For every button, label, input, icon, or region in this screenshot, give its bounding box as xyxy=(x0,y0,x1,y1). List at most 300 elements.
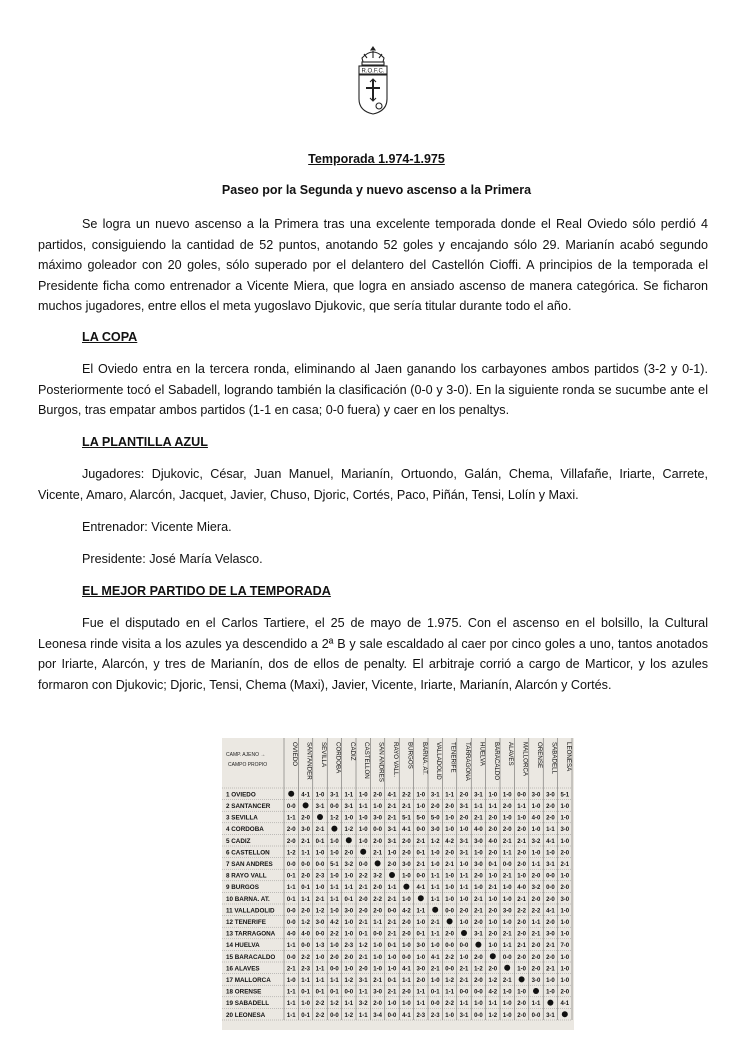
row-label: 8 RAYO VALL xyxy=(226,872,267,880)
result-cell: 1-1 xyxy=(344,792,354,799)
result-cell: 3-1 xyxy=(387,838,397,845)
result-cell: 2-1 xyxy=(502,931,512,938)
result-cell: 1-0 xyxy=(560,931,570,938)
result-cell: 0-0 xyxy=(387,1012,397,1019)
result-cell: 0-0 xyxy=(517,792,526,799)
result-cell: 1-2 xyxy=(344,977,354,984)
result-cell: 2-1 xyxy=(387,896,397,903)
row-label: 19 SABADELL xyxy=(226,1000,270,1008)
result-cell: 2-0 xyxy=(546,815,555,822)
result-cell: 4-0 xyxy=(286,931,296,938)
result-cell: 2-0 xyxy=(546,919,555,926)
result-cell: 3-1 xyxy=(546,1012,555,1019)
result-cell: 2-2 xyxy=(373,896,382,903)
result-cell: 0-0 xyxy=(286,861,296,868)
result-cell: 2-0 xyxy=(286,827,296,834)
result-cell: 3-1 xyxy=(459,850,469,857)
result-cell: 0-0 xyxy=(330,803,339,810)
copa-paragraph: El Oviedo entra en la tercera ronda, eliminando al Jaen ganando los carbayones ambos partidos (3-2 y 0-1). Posteriormente tocó el Sabadell, logrando también la clasificación (0-0 y 3-0). En la siguiente ronda se sucumbe ante el Burgos, tras empatar ambos partidos (1-1 en casa; 0-0 fuera) y caer en los penaltys. xyxy=(38,362,708,417)
result-cell: 1-0 xyxy=(330,873,339,880)
result-cell: 1-0 xyxy=(416,792,426,799)
result-cell: 2-0 xyxy=(459,792,469,799)
result-cell: 7-0 xyxy=(560,943,570,950)
result-cell: 2-1 xyxy=(430,919,440,926)
result-cell: 0-0 xyxy=(474,989,483,996)
result-cell: 1-0 xyxy=(315,792,325,799)
result-cell: 2-1 xyxy=(315,896,325,903)
result-cell: 0-0 xyxy=(315,861,325,868)
result-cell: 2-0 xyxy=(402,931,411,938)
result-cell: 3-2 xyxy=(531,838,541,845)
result-cell: 3-1 xyxy=(315,803,325,810)
result-cell: 2-0 xyxy=(301,873,310,880)
row-label: 10 BARNA. AT. xyxy=(226,895,270,903)
result-cell: 0-0 xyxy=(286,919,296,926)
row-label: 18 ORENSE xyxy=(226,988,262,996)
result-cell: 1-0 xyxy=(430,861,440,868)
result-cell: 1-1 xyxy=(531,1001,541,1008)
result-cell: 1-3 xyxy=(315,943,325,950)
column-header: OVIEDO xyxy=(291,742,299,767)
result-cell: 1-1 xyxy=(488,803,498,810)
result-cell: 4-0 xyxy=(531,815,541,822)
column-header: VALLADOLID xyxy=(435,742,443,780)
result-cell: 2-0 xyxy=(560,989,570,996)
result-cell: 2-0 xyxy=(373,838,382,845)
result-cell: 1-0 xyxy=(560,977,570,984)
result-cell: 1-1 xyxy=(301,896,310,903)
result-cell: 1-1 xyxy=(358,1012,368,1019)
result-cell: 2-0 xyxy=(517,827,526,834)
column-header: SABADELL xyxy=(550,742,558,774)
result-cell: 2-0 xyxy=(330,954,339,961)
result-cell: 2-1 xyxy=(502,838,512,845)
result-cell: 1-1 xyxy=(430,896,440,903)
result-cell: 2-0 xyxy=(488,966,498,973)
column-header: BARNA. AT. xyxy=(420,742,428,775)
result-cell: 3-2 xyxy=(358,1001,368,1008)
result-cell: 1-0 xyxy=(546,977,555,984)
result-cell: 2-0 xyxy=(358,896,368,903)
result-cell: 1-0 xyxy=(474,1001,483,1008)
result-cell: 0-0 xyxy=(546,885,555,892)
column-header: BURGOS xyxy=(406,742,414,769)
row-label: 5 CADIZ xyxy=(226,837,251,845)
result-cell: 2-3 xyxy=(344,943,354,950)
result-cell: 2-0 xyxy=(430,803,440,810)
corner-label-home: CAMPO PROPIO xyxy=(228,762,268,768)
result-cell: 2-1 xyxy=(488,885,498,892)
result-cell: 0-0 xyxy=(445,943,454,950)
result-cell: 2-0 xyxy=(301,815,310,822)
results-grid xyxy=(222,738,574,1030)
result-cell: 2-1 xyxy=(474,896,483,903)
result-cell: 1-0 xyxy=(502,989,512,996)
result-cell: 1-2 xyxy=(488,1012,498,1019)
result-cell: 0-1 xyxy=(416,850,426,857)
result-cell: 2-0 xyxy=(517,1012,526,1019)
result-cell: 4-2 xyxy=(488,989,498,996)
result-cell: 1-0 xyxy=(315,850,325,857)
diagonal-dot xyxy=(461,930,467,936)
row-label: 17 MALLORCA xyxy=(226,976,271,984)
result-cell: 4-1 xyxy=(430,954,440,961)
result-cell: 4-1 xyxy=(301,792,310,799)
result-cell: 2-0 xyxy=(445,931,454,938)
result-cell: 1-0 xyxy=(416,954,426,961)
diagonal-dot xyxy=(288,791,294,797)
result-cell: 2-0 xyxy=(358,908,368,915)
result-cell: 1-0 xyxy=(445,827,454,834)
result-cell: 0-1 xyxy=(286,896,296,903)
result-cell: 1-1 xyxy=(531,861,541,868)
result-cell: 1-0 xyxy=(445,1012,454,1019)
result-cell: 1-0 xyxy=(330,943,339,950)
result-cell: 1-0 xyxy=(502,919,512,926)
column-header: MALLORCA xyxy=(521,742,529,777)
result-cell: 2-3 xyxy=(416,1012,426,1019)
result-cell: 3-0 xyxy=(344,908,354,915)
result-cell: 1-0 xyxy=(445,896,454,903)
result-cell: 0-0 xyxy=(301,943,310,950)
result-cell: 1-1 xyxy=(502,943,512,950)
result-cell: 0-1 xyxy=(344,896,354,903)
result-cell: 2-1 xyxy=(358,885,368,892)
result-cell: 1-0 xyxy=(358,838,368,845)
result-cell: 3-0 xyxy=(546,792,555,799)
result-cell: 2-0 xyxy=(546,954,555,961)
result-cell: 5-0 xyxy=(416,815,426,822)
result-cell: 0-0 xyxy=(315,931,325,938)
result-cell: 1-1 xyxy=(546,827,555,834)
result-cell: 1-0 xyxy=(402,1001,411,1008)
result-cell: 0-0 xyxy=(330,1012,339,1019)
result-cell: 1-0 xyxy=(488,792,498,799)
result-cell: 2-0 xyxy=(387,861,397,868)
result-cell: 1-0 xyxy=(560,908,570,915)
diagonal-dot xyxy=(562,1011,568,1017)
result-cell: 0-0 xyxy=(445,908,454,915)
result-cell: 1-1 xyxy=(330,896,339,903)
result-cell: 2-1 xyxy=(387,919,397,926)
result-cell: 3-4 xyxy=(373,1012,382,1019)
result-cell: 0-0 xyxy=(445,966,454,973)
result-cell: 2-1 xyxy=(546,966,555,973)
result-cell: 3-1 xyxy=(474,792,483,799)
result-cell: 1-0 xyxy=(373,966,382,973)
result-cell: 0-0 xyxy=(546,873,555,880)
result-cell: 2-0 xyxy=(488,931,498,938)
result-cell: 3-0 xyxy=(531,792,541,799)
result-cell: 1-0 xyxy=(459,954,469,961)
result-cell: 1-0 xyxy=(517,815,526,822)
diagonal-dot xyxy=(360,849,366,855)
result-cell: 4-1 xyxy=(546,838,555,845)
result-cell: 3-1 xyxy=(459,1012,469,1019)
result-cell: 1-1 xyxy=(286,885,296,892)
result-cell: 1-0 xyxy=(387,966,397,973)
result-cell: 2-0 xyxy=(531,873,541,880)
result-cell: 1-1 xyxy=(416,908,426,915)
result-cell: 1-1 xyxy=(517,803,526,810)
result-cell: 2-1 xyxy=(517,896,526,903)
result-cell: 1-1 xyxy=(502,850,512,857)
result-cell: 1-0 xyxy=(488,873,498,880)
result-cell: 1-0 xyxy=(387,1001,397,1008)
result-cell: 2-2 xyxy=(358,873,368,880)
result-cell: 1-0 xyxy=(560,815,570,822)
result-cell: 0-0 xyxy=(330,966,339,973)
result-cell: 4-1 xyxy=(402,1012,411,1019)
result-cell: 1-0 xyxy=(474,885,483,892)
result-cell: 2-0 xyxy=(373,792,382,799)
result-cell: 1-0 xyxy=(358,815,368,822)
result-cell: 4-0 xyxy=(488,838,498,845)
result-cell: 1-0 xyxy=(502,815,512,822)
result-cell: 2-2 xyxy=(315,1012,325,1019)
result-cell: 1-0 xyxy=(488,896,498,903)
result-cell: 2-0 xyxy=(488,827,498,834)
corner-label-away: CAMP. AJENO → xyxy=(226,752,266,758)
row-label: 20 LEONESA xyxy=(226,1011,266,1019)
result-cell: 1-0 xyxy=(560,838,570,845)
result-cell: 2-0 xyxy=(373,908,382,915)
result-cell: 1-1 xyxy=(330,885,339,892)
crest-text: R.O.F.C. xyxy=(361,68,385,75)
result-cell: 1-0 xyxy=(560,803,570,810)
result-cell: 2-0 xyxy=(531,943,541,950)
result-cell: 3-0 xyxy=(373,815,382,822)
result-cell: 2-0 xyxy=(517,850,526,857)
result-cell: 1-0 xyxy=(402,943,411,950)
result-cell: 4-2 xyxy=(445,838,454,845)
result-cell: 1-1 xyxy=(358,989,368,996)
result-cell: 4-1 xyxy=(387,792,397,799)
result-cell: 1-1 xyxy=(286,1012,296,1019)
result-cell: 1-1 xyxy=(445,792,454,799)
result-cell: 2-0 xyxy=(402,850,411,857)
result-cell: 1-1 xyxy=(286,943,296,950)
result-cell: 0-0 xyxy=(301,861,310,868)
result-cell: 2-0 xyxy=(517,861,526,868)
result-cell: 2-0 xyxy=(373,885,382,892)
result-cell: 0-1 xyxy=(315,838,325,845)
result-cell: 2-0 xyxy=(402,838,411,845)
diagonal-dot xyxy=(432,907,438,913)
result-cell: 2-2 xyxy=(315,1001,325,1008)
result-cell: 1-0 xyxy=(445,885,454,892)
result-cell: 3-2 xyxy=(344,861,354,868)
result-cell: 1-0 xyxy=(344,966,354,973)
column-header: TENERIFE xyxy=(449,742,457,773)
result-cell: 1-2 xyxy=(301,919,310,926)
result-cell: 4-0 xyxy=(474,827,483,834)
result-cell: 2-0 xyxy=(445,803,454,810)
result-cell: 1-0 xyxy=(430,850,440,857)
column-header: ORENSE xyxy=(536,742,543,769)
diagonal-dot xyxy=(303,802,309,808)
result-cell: 1-0 xyxy=(330,850,339,857)
result-cell: 2-0 xyxy=(474,977,483,984)
result-cell: 2-0 xyxy=(560,885,570,892)
result-cell: 2-0 xyxy=(488,815,498,822)
result-cell: 1-0 xyxy=(502,896,512,903)
result-cell: 3-1 xyxy=(459,838,469,845)
result-cell: 2-0 xyxy=(474,919,483,926)
result-cell: 1-0 xyxy=(402,873,411,880)
row-label: 14 HUELVA xyxy=(226,942,260,950)
diagonal-dot xyxy=(346,837,352,843)
result-cell: 0-1 xyxy=(301,1012,310,1019)
result-cell: 1-0 xyxy=(488,919,498,926)
result-cell: 2-0 xyxy=(301,908,310,915)
result-cell: 2-0 xyxy=(474,954,483,961)
result-cell: 1-0 xyxy=(416,803,426,810)
column-header: ALAVES xyxy=(507,742,515,766)
result-cell: 2-0 xyxy=(517,954,526,961)
result-cell: 1-0 xyxy=(502,885,512,892)
intro-paragraph: Se logra un nuevo ascenso a la Primera tras una excelente temporada donde el Real Oviedo sólo perdió 4 partidos, consiguiendo la cantidad de 52 puntos, anotando 52 goles y encajando sólo 29. Marianín acabó segundo máximo goleador con 20 goles, sólo superado por el delantero del Castellón Cioffi. A principios de la temporada el Presidente ficha como entrenador a Vicente Miera, que logra en ansiado ascenso de manera categórica. Se ficharon muchos jugadores, entre ellos el meta yugoslavo Djukovic, que sería titular durante todo el año. xyxy=(38,217,708,313)
diagonal-dot xyxy=(533,988,539,994)
result-cell: 2-0 xyxy=(416,977,426,984)
result-cell: 0-0 xyxy=(531,1012,541,1019)
result-cell: 1-2 xyxy=(330,815,339,822)
result-cell: 1-1 xyxy=(402,977,411,984)
result-cell: 1-2 xyxy=(445,977,454,984)
result-cell: 1-0 xyxy=(517,873,526,880)
result-cell: 5-0 xyxy=(430,815,440,822)
result-cell: 3-1 xyxy=(474,931,483,938)
result-cell: 2-0 xyxy=(488,850,498,857)
result-cell: 3-2 xyxy=(531,885,541,892)
result-cell: 1-0 xyxy=(402,896,411,903)
result-cell: 1-0 xyxy=(502,1012,512,1019)
result-cell: 1-1 xyxy=(430,885,440,892)
result-cell: 1-1 xyxy=(445,989,454,996)
result-cell: 2-2 xyxy=(517,908,526,915)
result-cell: 0-1 xyxy=(387,943,397,950)
result-cell: 1-0 xyxy=(344,919,354,926)
result-cell: 1-0 xyxy=(502,1001,512,1008)
result-cell: 2-1 xyxy=(474,815,483,822)
column-header: HUELVA xyxy=(478,742,486,766)
result-cell: 2-2 xyxy=(445,954,454,961)
result-cell: 2-0 xyxy=(560,850,570,857)
result-cell: 2-0 xyxy=(488,908,498,915)
result-cell: 1-0 xyxy=(459,861,469,868)
result-cell: 2-1 xyxy=(459,966,469,973)
result-cell: 4-1 xyxy=(416,885,426,892)
result-cell: 1-2 xyxy=(344,1012,354,1019)
column-header: CADIZ xyxy=(348,742,356,761)
result-cell: 0-0 xyxy=(286,803,296,810)
result-cell: 1-1 xyxy=(387,885,397,892)
result-cell: 2-1 xyxy=(315,827,325,834)
result-cell: 0-0 xyxy=(474,1012,483,1019)
result-cell: 3-0 xyxy=(402,861,411,868)
result-cell: 3-1 xyxy=(387,827,397,834)
result-cell: 4-1 xyxy=(546,908,555,915)
result-cell: 1-2 xyxy=(358,943,368,950)
mejor-partido-heading: EL MEJOR PARTIDO DE LA TEMPORADA xyxy=(82,584,331,598)
grid-background xyxy=(222,738,574,1030)
result-cell: 1-0 xyxy=(373,803,382,810)
result-cell: 2-1 xyxy=(560,861,570,868)
result-cell: 0-0 xyxy=(416,827,426,834)
result-cell: 2-2 xyxy=(301,954,310,961)
result-cell: 1-2 xyxy=(474,966,483,973)
result-cell: 2-1 xyxy=(358,919,368,926)
result-cell: 0-0 xyxy=(373,827,382,834)
result-cell: 5-1 xyxy=(402,815,411,822)
result-cell: 1-0 xyxy=(531,803,541,810)
result-cell: 3-0 xyxy=(474,861,483,868)
result-cell: 1-1 xyxy=(459,1001,469,1008)
plantilla-heading: LA PLANTILLA AZUL xyxy=(82,435,208,449)
result-cell: 4-1 xyxy=(402,966,411,973)
page-subtitle: Paseo por la Segunda y nuevo ascenso a la Primera xyxy=(221,183,532,197)
result-cell: 3-1 xyxy=(330,792,339,799)
result-cell: 0-0 xyxy=(502,954,512,961)
diagonal-dot xyxy=(403,884,409,890)
result-cell: 4-2 xyxy=(330,919,339,926)
column-header: CASTELLON xyxy=(363,742,371,779)
result-cell: 3-1 xyxy=(344,803,354,810)
result-cell: 2-2 xyxy=(445,1001,454,1008)
result-cell: 3-0 xyxy=(560,827,570,834)
result-cell: 3-1 xyxy=(459,803,469,810)
result-cell: 2-0 xyxy=(344,954,354,961)
result-cell: 1-0 xyxy=(315,954,325,961)
result-cell: 2-0 xyxy=(546,896,555,903)
diagonal-dot xyxy=(375,860,381,866)
result-cell: 1-1 xyxy=(315,977,325,984)
result-cell: 0-1 xyxy=(301,885,310,892)
result-cell: 1-0 xyxy=(358,792,368,799)
presidente-line: Presidente: José María Velasco. xyxy=(82,552,263,566)
club-crest xyxy=(354,44,392,116)
result-cell: 1-0 xyxy=(344,931,354,938)
result-cell: 1-2 xyxy=(286,850,296,857)
diagonal-dot xyxy=(331,826,337,832)
row-label: 9 BURGOS xyxy=(226,884,259,892)
column-header: BARACALDO xyxy=(492,742,500,781)
result-cell: 1-0 xyxy=(488,943,498,950)
diagonal-dot xyxy=(475,942,481,948)
result-cell: 2-0 xyxy=(358,966,368,973)
result-cell: 1-1 xyxy=(286,989,296,996)
result-cell: 2-2 xyxy=(531,908,541,915)
result-cell: 1-0 xyxy=(560,966,570,973)
result-cell: 2-1 xyxy=(416,861,426,868)
result-cell: 5-1 xyxy=(560,792,570,799)
result-cell: 2-1 xyxy=(546,943,555,950)
result-cell: 1-2 xyxy=(488,977,498,984)
result-cell: 2-1 xyxy=(502,977,512,984)
result-cell: 2-1 xyxy=(517,943,526,950)
result-cell: 2-1 xyxy=(358,954,368,961)
mejor-partido-paragraph: Fue el disputado en el Carlos Tartiere, el 25 de mayo de 1.975. Con el ascenso en el bolsillo, la Cultural Leonesa rinde visita a los azules ya descendido a 2ª B y sale escaldado al caer por cinco goles a uno, tantos anotados por Iriarte, Alarcón, y tres de Marianín, dos de ellos de penalty. El arbitraje corrió a cargo de Marticor, y los azules formaron con Djukovic; Djoric, Tensi, Chema (Maxi), Javier, Vicente, Iriarte, Marianín, Alarcón y Cortés. xyxy=(38,616,708,692)
diagonal-dot xyxy=(547,1000,553,1006)
result-cell: 5-1 xyxy=(330,861,339,868)
result-cell: 1-1 xyxy=(344,1001,354,1008)
result-cell: 1-2 xyxy=(330,1001,339,1008)
result-cell: 2-1 xyxy=(445,861,454,868)
diagonal-dot xyxy=(447,918,453,924)
result-cell: 3-0 xyxy=(416,966,426,973)
row-label: 4 CORDOBA xyxy=(226,826,264,834)
result-cell: 1-1 xyxy=(358,803,368,810)
